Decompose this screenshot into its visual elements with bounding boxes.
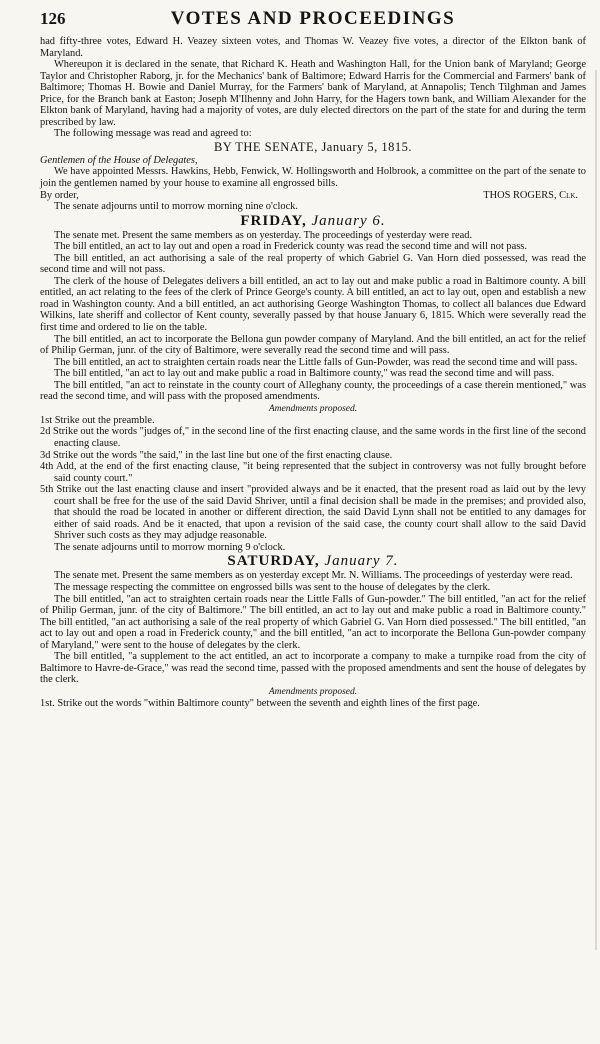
paragraph: The senate met. Present the same members as on yesterday. The proceedings of yesterday were read. — [54, 229, 473, 241]
amendment-item: 4th Add, at the end of the first enacting clause, "it being represented that the subject in controversy was not fully brought before said county court." — [40, 461, 586, 484]
amendment-item: 3d Strike out the words "the said," in the last line but one of the first enacting clause. — [40, 449, 393, 461]
clerk-signature: THOS ROGERS, Clk. — [483, 189, 578, 201]
page-number: 126 — [40, 9, 66, 28]
amendment-item: 2d Strike out the words "judges of," in the second line of the first enacting clause, and the same words in the first line of the second enacting clause. — [40, 426, 586, 449]
running-head: VOTES AND PROCEEDINGS — [170, 8, 456, 29]
paragraph: had fifty-three votes, Edward H. Veazey sixteen votes, and Thomas W. Veazey five votes, a director of the Elkton bank of Maryland. — [40, 36, 586, 59]
day-date: January 7. — [324, 553, 399, 570]
paragraph: The bill entitled, an act to straighten certain roads near the Little falls of Gun-Powder, was read the second time and will pass. — [54, 356, 578, 368]
paragraph: The following message was read and agreed to: — [54, 128, 252, 140]
paragraph: The message respecting the committee on engrossed bills was sent to the house of delegates by the clerk. — [54, 581, 491, 593]
paragraph: The senate met. Present the same members as on yesterday except Mr. N. Williams. The proceedings of yesterday were read. — [54, 570, 573, 582]
amendment-item: 1st Strike out the preamble. — [40, 414, 155, 426]
message-heading: BY THE SENATE, January 5, 1815. — [213, 139, 413, 154]
paragraph: The senate adjourns until to morrow morning nine o'clock. — [54, 201, 298, 213]
signoff-label: By order, — [40, 189, 79, 201]
amendment-item: 1st. Strike out the words "within Baltimore county" between the seventh and eighth lines of the first page. — [40, 697, 480, 709]
paragraph: The bill entitled, an act to incorporate the Bellona gun powder company of Maryland. And the bill entitled, an act for the relief of Philip German, junr. of the city of Baltimore, were severally read the second time and will pass. — [40, 333, 586, 357]
paragraph: The bill entitled, "an act to lay out and make public a road in Baltimore county," was read the second time and will pass. — [54, 368, 555, 380]
day-heading — [40, 553, 586, 570]
paragraph: The bill entitled, "a supplement to the act entitled, an act to incorporate a company to make a turnpike road from the city of Baltimore to Havre-de-Grace," was read the second time, passed with the proposed amendments and sent the house of delegates by the clerk. — [40, 651, 586, 686]
paragraph: Whereupon it is declared in the senate, that Richard K. Heath and Washington Hall, for the Union bank of Maryland; George Taylor and Christopher Raborg, jr. for the Mechanics' bank of Baltimore; Edward Harris for the Commercial and Farmers' bank of Baltimore; Thomas H. Bowie and Daniel Murray, for the Farmers' bank of Maryland, at Annapolis; Tench Tilghman and James Price, for the Branch bank at Easton; Joseph M'Ilhenny and John Harry, for the Hagers town bank, and William Alexander for the Elkton bank of Maryland, having had a majority of votes, are duly elected directors on the part of the state for and during the term prescribed by law. — [40, 59, 586, 128]
day-name: SATURDAY, — [227, 553, 320, 570]
page-edge-shadow — [595, 70, 597, 950]
paragraph: The senate adjourns until to morrow morning 9 o'clock. — [54, 541, 286, 553]
paragraph: The clerk of the house of Delegates delivers a bill entitled, an act to lay out and make public a road in Baltimore county. A bill entitled, an act relating to the fees of the clerk of Prince George's county. A bill entitled, an act to lay out, open and establish a new road in Washington county. And a bill entitled, an act authorising George Washington Thomas, to collect all balances due Edward Wilkins, late sheriff and collector of Kent county, severally passed by that house January 6, 1815. Which were severally read the first time and ordered to lie on the table. — [40, 275, 586, 334]
amendments-subheading: Amendments proposed. — [268, 403, 358, 414]
day-name: FRIDAY, — [240, 212, 307, 229]
amendments-subheading: Amendments proposed. — [268, 686, 358, 697]
page-header — [40, 8, 586, 36]
paragraph: The bill entitled, an act to lay out and open a road in Frederick county was read the second time and will not pass. — [54, 241, 527, 253]
paragraph: The bill entitled, "an act to reinstate in the county court of Alleghany county, the proceedings of a case therein mentioned," was read the second time, and will pass with the proposed amendments. — [40, 379, 586, 403]
amendment-item: 5th Strike out the last enacting clause and insert "provided always and be it enacted, that the present road as laid out by the levy court shall be free for the use of the said David Shriver, until a final decision shall be made in the premises; and provided also, that should the road be located in another or different direction, the said David Lynn shall not be entitled to any damages for either of said roads. And be it enacted, that upon a revision of the said case, the county court shall allow to the said David Shriver such costs as they may adjudge reasonable. — [40, 484, 586, 542]
paragraph: We have appointed Messrs. Hawkins, Hebb, Fenwick, W. Hollingsworth and Holbrook, a committee on the part of the senate to join the gentlemen named by your house to examine all engrossed bills. — [40, 166, 586, 190]
signoff — [40, 190, 578, 202]
day-heading — [40, 213, 586, 230]
day-date: January 6. — [311, 212, 386, 229]
paragraph: The bill entitled, an act authorising a sale of the real property of which Gabriel G. Van Horn died possessed, was read the second time and will not pass. — [40, 252, 586, 276]
salutation: Gentlemen of the House of Delegates, — [40, 154, 198, 166]
paragraph: The bill entitled, "an act to straighten certain roads near the Little Falls of Gun-powder." The bill entitled, "an act for the relief of Philip German, junr. of the city of Baltimore." The bill entitled, an act to lay out and make public a road in Baltimore county." The bill entitled, "an act authorising a sale of the real property of which Gabriel G. Van Horn died possessed." The bill entitled, "an act to lay out and open a road in Frederick county," and the bill entitled, "an act to incorporate the Bellona Gun-powder company of Maryland," were sent to the house of delegates by the clerk. — [40, 593, 586, 651]
document-body — [40, 36, 586, 709]
